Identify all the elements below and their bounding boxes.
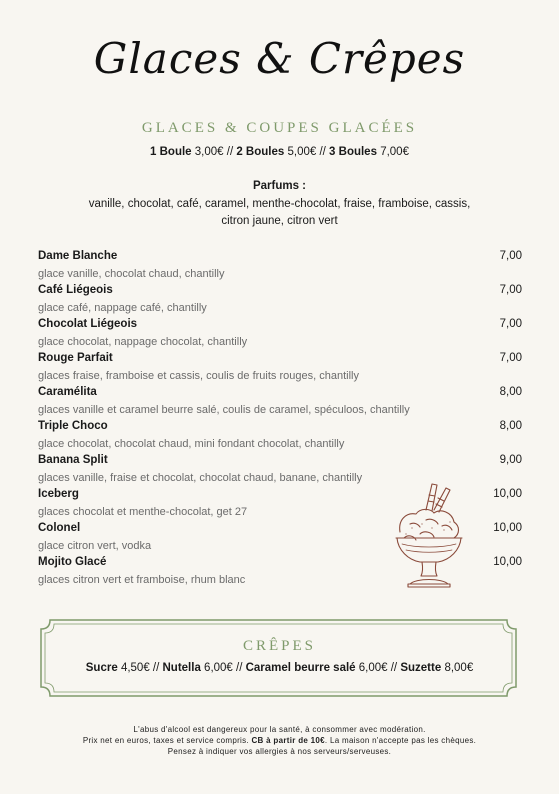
footer-card-minimum: CB à partir de 10€ bbox=[251, 736, 325, 745]
item-description: glaces vanille et caramel beurre salé, coulis de caramel, spéculoos, chantilly bbox=[38, 404, 410, 416]
menu-item bbox=[38, 318, 522, 352]
ice-cream-sundae-icon bbox=[392, 480, 466, 590]
price-value: 3,00€ bbox=[194, 146, 224, 158]
footer-alcohol-warning: L'abus d'alcool est dangereux pour la santé, à consommer avec modération. bbox=[133, 725, 426, 734]
item-description: glace vanille, chocolat chaud, chantilly bbox=[38, 268, 225, 280]
parfums-title: Parfums : bbox=[252, 180, 307, 192]
price-value: 6,00€ bbox=[358, 662, 388, 674]
footer-notes bbox=[0, 724, 559, 757]
footer-text: . La maison n'accepte pas les chèques. bbox=[324, 736, 477, 745]
crepes-prices bbox=[0, 662, 559, 674]
item-name: Triple Choco bbox=[38, 420, 108, 432]
item-name: Colonel bbox=[38, 522, 81, 534]
price-label: 2 Boules bbox=[236, 146, 285, 158]
item-price: 7,00 bbox=[499, 250, 522, 262]
price-separator: // bbox=[232, 662, 246, 674]
price-value: 4,50€ bbox=[120, 662, 150, 674]
item-description: glaces vanille, fraise et chocolat, chocolat chaud, banane, chantilly bbox=[38, 472, 363, 484]
item-description: glaces fraise, framboise et cassis, coulis de fruits rouges, chantilly bbox=[38, 370, 359, 382]
item-description: glaces chocolat et menthe-chocolat, get 27 bbox=[38, 506, 248, 518]
item-description: glace café, nappage café, chantilly bbox=[38, 302, 207, 314]
price-separator: // bbox=[149, 662, 163, 674]
menu-item bbox=[38, 284, 522, 318]
price-label: Sucre bbox=[85, 662, 118, 674]
item-price: 10,00 bbox=[493, 556, 522, 568]
footer-payment-info bbox=[0, 735, 559, 746]
menu-title: Glaces & Crêpes bbox=[93, 34, 466, 83]
item-name: Café Liégeois bbox=[38, 284, 113, 296]
price-value: 8,00€ bbox=[444, 662, 474, 674]
item-price: 7,00 bbox=[499, 352, 522, 364]
item-price: 10,00 bbox=[493, 522, 522, 534]
footer-allergy-note: Pensez à indiquer vos allergies à nos serveurs/serveuses. bbox=[167, 747, 392, 756]
glaces-heading: GLACES & COUPES GLACÉES bbox=[141, 120, 418, 136]
item-price: 8,00 bbox=[499, 386, 522, 398]
menu-item bbox=[38, 386, 522, 420]
parfums-list: vanille, chocolat, café, caramel, menthe-chocolat, fraise, framboise, cassis, citron jaune, citron vert bbox=[88, 198, 471, 227]
price-label: 3 Boules bbox=[329, 146, 377, 158]
footer-text: Prix net en euros, taxes et service compris. bbox=[82, 736, 252, 745]
price-label: 1 Boule bbox=[150, 146, 192, 158]
menu-item bbox=[38, 250, 522, 284]
item-description: glaces citron vert et framboise, rhum blanc bbox=[38, 574, 246, 586]
price-separator: // bbox=[316, 146, 330, 158]
item-price: 10,00 bbox=[493, 488, 522, 500]
price-label: Suzette bbox=[400, 662, 442, 674]
price-label: Nutella bbox=[162, 662, 201, 674]
item-description: glace chocolat, nappage chocolat, chantilly bbox=[38, 336, 248, 348]
price-value: 6,00€ bbox=[204, 662, 233, 674]
scoop-prices bbox=[0, 146, 559, 158]
item-name: Mojito Glacé bbox=[38, 556, 107, 568]
item-name: Iceberg bbox=[38, 488, 79, 500]
item-price: 9,00 bbox=[499, 454, 522, 466]
price-separator: // bbox=[387, 662, 401, 674]
crepes-heading: CRÊPES bbox=[242, 638, 317, 654]
item-price: 7,00 bbox=[499, 284, 522, 296]
price-value: 7,00€ bbox=[380, 146, 409, 158]
item-name: Caramélita bbox=[38, 386, 97, 398]
price-label: Caramel beurre salé bbox=[245, 662, 356, 674]
item-price: 7,00 bbox=[499, 318, 522, 330]
item-name: Chocolat Liégeois bbox=[38, 318, 138, 330]
menu-item bbox=[38, 420, 522, 454]
item-name: Banana Split bbox=[38, 454, 108, 466]
item-name: Rouge Parfait bbox=[38, 352, 113, 364]
item-name: Dame Blanche bbox=[38, 250, 118, 262]
menu-item bbox=[38, 352, 522, 386]
item-price: 8,00 bbox=[499, 420, 522, 432]
item-description: glace citron vert, vodka bbox=[38, 540, 152, 552]
price-value: 5,00€ bbox=[287, 146, 317, 158]
item-description: glace chocolat, chocolat chaud, mini fondant chocolat, chantilly bbox=[38, 438, 345, 450]
crepes-frame bbox=[38, 617, 519, 699]
price-separator: // bbox=[223, 146, 237, 158]
